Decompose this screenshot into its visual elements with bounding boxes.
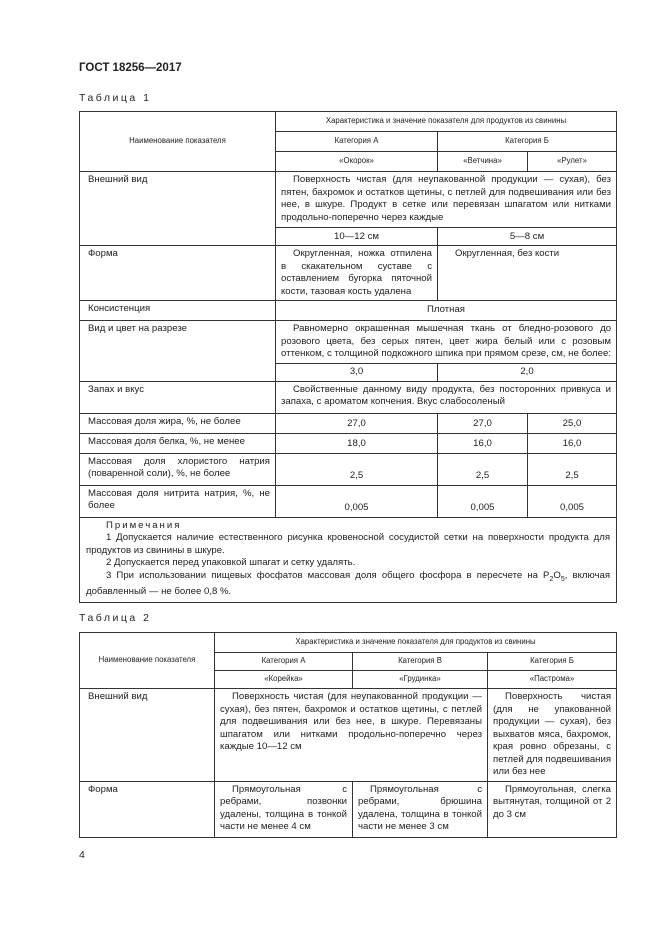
- t2-shape-b: Прямоугольная, слегка вытянутая, толщиной от 2 до 3 см: [488, 781, 617, 837]
- t1-fat-2: 27,0: [438, 413, 528, 433]
- t2-row-label: Внешний вид: [80, 689, 215, 782]
- t1-notes: [80, 517, 617, 603]
- t1-row-label: Массовая доля нитрита натрия, %, не более: [80, 485, 276, 517]
- t1-row-label: Форма: [80, 246, 276, 301]
- t2-appearance-b: Поверхность чистая (для не упакованной продукции — сухая), без выхватов мяса, бахромок, края ровно обрезаны, с петлей для подвешивания или без нее: [488, 689, 617, 782]
- t1-prod-b2: «Рулет»: [528, 152, 617, 172]
- t1-protein-3: 16,0: [528, 433, 617, 453]
- table1-caption: Таблица 1: [79, 92, 152, 104]
- t2-col-name-header: Наименование показателя: [80, 633, 215, 689]
- document-header: ГОСТ 18256—2017: [79, 62, 182, 74]
- t1-consistency: Плотная: [276, 301, 617, 321]
- t1-salt-1: 2,5: [276, 453, 438, 485]
- t1-cut-val-a: 3,0: [276, 363, 438, 381]
- t1-fat-3: 25,0: [528, 413, 617, 433]
- t1-cat-b: Категория Б: [438, 132, 617, 152]
- t2-cat-b: Категория Б: [488, 653, 617, 671]
- t1-shape-b: Округленная, без кости: [438, 246, 617, 301]
- t1-note-1: 1 Допускается наличие естественного рисунка кровеносной сосудистой сетки на поверхности продукта для продуктов из свинины в шкуре.: [86, 532, 611, 556]
- t1-nitrite-3: 0,005: [528, 485, 617, 517]
- t1-nitrite-1: 0,005: [276, 485, 438, 517]
- t1-salt-3: 2,5: [528, 453, 617, 485]
- t2-group-header: Характеристика и значение показателя для продуктов из свинины: [215, 633, 617, 653]
- t1-note-2: 2 Допускается перед упаковкой шпагат и сетку удалять.: [106, 557, 356, 568]
- t1-fat-1: 27,0: [276, 413, 438, 433]
- table2-caption: Таблица 2: [79, 612, 152, 624]
- t1-note-3: 3 При использовании пищевых фосфатов массовая доля общего фосфора в пересчете на $P_2O_5$, включая добавленный — не более 0,8 %.: [86, 569, 611, 597]
- t1-row-label: Запах и вкус: [80, 381, 276, 413]
- t1-protein-2: 16,0: [438, 433, 528, 453]
- t1-cat-a: Категория А: [276, 132, 438, 152]
- t2-cat-v: Категория В: [353, 653, 488, 671]
- t1-appearance-text: Поверхность чистая (для неупакованной продукции — сухая), без пятен, бахромок и остатков щетины, с петлей для подвешивания или без нее, в шкуре. Продукт в сетке или перевязан шпагатом или нитками продольно-поперечно через каждые: [276, 172, 617, 228]
- t1-row-label: Вид и цвет на разрезе: [80, 321, 276, 382]
- t2-row-label: Форма: [80, 781, 215, 837]
- t1-appearance-size-a: 10—12 см: [276, 228, 438, 246]
- t1-row-label: Массовая доля жира, %, не более: [80, 413, 276, 433]
- t1-cut-val-b: 2,0: [438, 363, 617, 381]
- t1-salt-2: 2,5: [438, 453, 528, 485]
- t1-prod-a: «Окорок»: [276, 152, 438, 172]
- table2: [79, 632, 617, 838]
- t2-prod-b: «Пастрома»: [488, 671, 617, 689]
- t1-row-label: Массовая доля хлористого натрия (поваренной соли), %, не более: [80, 453, 276, 485]
- t2-prod-v: «Грудинка»: [353, 671, 488, 689]
- t1-cut-text: Равномерно окрашенная мышечная ткань от бледно-розового до розового цвета, без серых пятен, цвет жира белый или с розовым оттенком, с толщиной подкожного шпика при прямом срезе, см, не более:: [276, 321, 617, 364]
- t1-shape-a: Округленная, ножка отпилена в скакательном суставе с оставлением бугорка пяточной кости, тазовая кость удалена: [276, 246, 438, 301]
- table1: [79, 111, 617, 603]
- t1-notes-title: Примечания: [106, 519, 182, 531]
- t1-row-label: Внешний вид: [80, 172, 276, 246]
- t2-prod-a: «Корейка»: [215, 671, 353, 689]
- t1-row-label: Массовая доля белка, %, не менее: [80, 433, 276, 453]
- t1-nitrite-2: 0,005: [438, 485, 528, 517]
- t2-cat-a: Категория А: [215, 653, 353, 671]
- t2-shape-a: Прямоугольная с ребрами, позвонки удалены, толщина в тонкой части не менее 4 см: [215, 781, 353, 837]
- t1-group-header: Характеристика и значение показателя для продуктов из свинины: [276, 112, 617, 132]
- t1-smell: Свойственные данному виду продукта, без посторонних привкуса и запаха, с ароматом копчения. Вкус слабосоленый: [276, 381, 617, 413]
- page-number: 4: [79, 849, 85, 861]
- t1-col-name-header: Наименование показателя: [80, 112, 276, 172]
- t1-prod-b1: «Ветчина»: [438, 152, 528, 172]
- t2-appearance-av: Поверхность чистая (для неупакованной продукции — сухая), без пятен, бахромок и остатков щетины, с петлей для подвешивания или без нее, в шкуре. Перевязаны шпагатом или нитками продольно-поперечно через каждые 10—12 см: [215, 689, 488, 782]
- t2-shape-v: Прямоугольная с ребрами, брюшина удалена, толщина в тонкой части не менее 3 см: [353, 781, 488, 837]
- t1-appearance-size-b: 5—8 см: [438, 228, 617, 246]
- t1-row-label: Консистенция: [80, 301, 276, 321]
- t1-protein-1: 18,0: [276, 433, 438, 453]
